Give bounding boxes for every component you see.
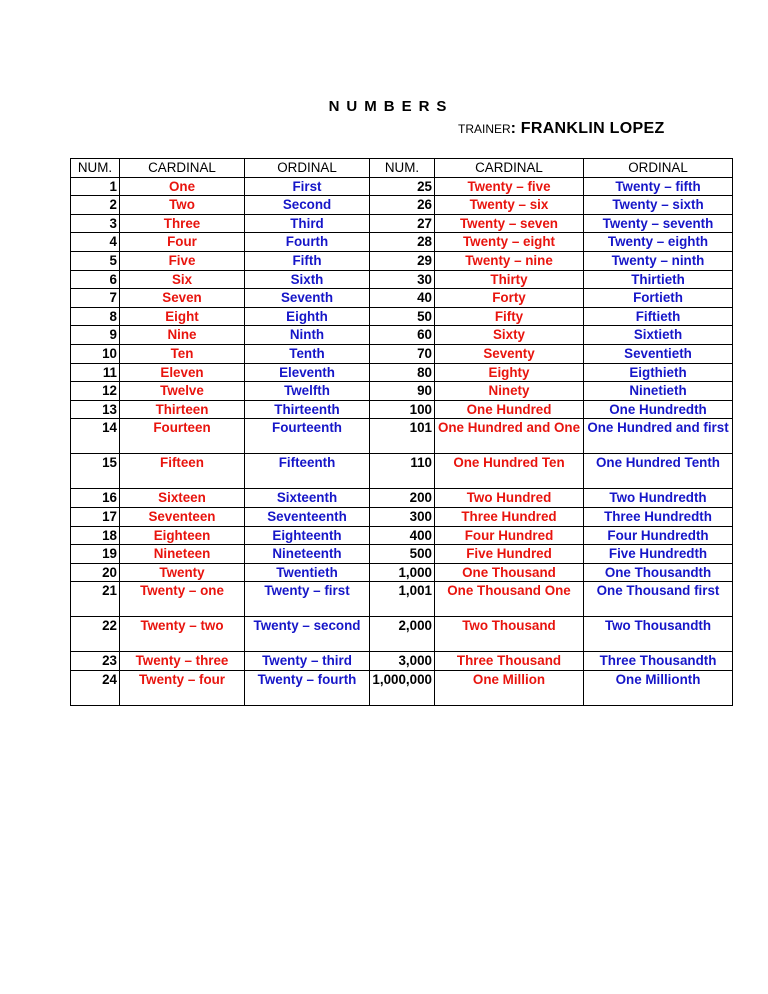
cardinal-cell: Four xyxy=(120,233,245,252)
num-cell: 60 xyxy=(370,326,435,345)
trainer-name: FRANKLIN LOPEZ xyxy=(520,120,665,137)
numbers-table xyxy=(70,158,733,706)
table-row xyxy=(71,489,733,508)
cardinal-cell: Twenty – seven xyxy=(435,214,584,233)
num-cell: 110 xyxy=(370,454,435,489)
table-row xyxy=(71,670,733,705)
table-row xyxy=(71,563,733,582)
num-cell: 10 xyxy=(71,344,120,363)
cardinal-cell: One Hundred Ten xyxy=(435,454,584,489)
cardinal-cell: Seventeen xyxy=(120,507,245,526)
cardinal-cell: Sixty xyxy=(435,326,584,345)
ordinal-cell: One Thousandth xyxy=(584,563,733,582)
num-cell: 4 xyxy=(71,233,120,252)
ordinal-cell: Three Hundredth xyxy=(584,507,733,526)
num-cell: 18 xyxy=(71,526,120,545)
num-cell: 9 xyxy=(71,326,120,345)
ordinal-cell: Eighteenth xyxy=(245,526,370,545)
header-row xyxy=(71,159,733,178)
table-row xyxy=(71,419,733,454)
ordinal-cell: Fifteenth xyxy=(245,454,370,489)
cardinal-cell: Twenty – two xyxy=(120,617,245,652)
ordinal-cell: Third xyxy=(245,214,370,233)
num-cell: 11 xyxy=(71,363,120,382)
cardinal-cell: Three Hundred xyxy=(435,507,584,526)
num-cell: 19 xyxy=(71,545,120,564)
ordinal-cell: Twenty – first xyxy=(245,582,370,617)
num-cell: 21 xyxy=(71,582,120,617)
num-cell: 1,000,000 xyxy=(370,670,435,705)
cardinal-cell: Twenty – five xyxy=(435,177,584,196)
cardinal-cell: Nine xyxy=(120,326,245,345)
num-cell: 29 xyxy=(370,251,435,270)
table-row xyxy=(71,233,733,252)
ordinal-cell: One Hundred and first xyxy=(584,419,733,454)
ordinal-cell: Tenth xyxy=(245,344,370,363)
ordinal-cell: Twenty – seventh xyxy=(584,214,733,233)
num-cell: 70 xyxy=(370,344,435,363)
num-cell: 27 xyxy=(370,214,435,233)
cardinal-cell: Seventy xyxy=(435,344,584,363)
ordinal-cell: Twenty – ninth xyxy=(584,251,733,270)
ordinal-cell: One Hundred Tenth xyxy=(584,454,733,489)
ordinal-cell: Two Hundredth xyxy=(584,489,733,508)
cardinal-cell: Nineteen xyxy=(120,545,245,564)
ordinal-cell: Twenty – sixth xyxy=(584,196,733,215)
table-row xyxy=(71,652,733,671)
header-ordinal-2: ORDINAL xyxy=(584,159,733,178)
header-cardinal-2: CARDINAL xyxy=(435,159,584,178)
ordinal-cell: Fourth xyxy=(245,233,370,252)
num-cell: 22 xyxy=(71,617,120,652)
num-cell: 25 xyxy=(370,177,435,196)
ordinal-cell: Eleventh xyxy=(245,363,370,382)
cardinal-cell: Fourteen xyxy=(120,419,245,454)
ordinal-cell: Fortieth xyxy=(584,289,733,308)
header-num-2: NUM. xyxy=(370,159,435,178)
num-cell: 6 xyxy=(71,270,120,289)
num-cell: 2 xyxy=(71,196,120,215)
ordinal-cell: Ninetieth xyxy=(584,382,733,401)
ordinal-cell: Twenty – fourth xyxy=(245,670,370,705)
num-cell: 1 xyxy=(71,177,120,196)
table-row xyxy=(71,177,733,196)
table-row xyxy=(71,617,733,652)
table-row xyxy=(71,196,733,215)
cardinal-cell: Twenty – four xyxy=(120,670,245,705)
header-ordinal-1: ORDINAL xyxy=(245,159,370,178)
ordinal-cell: Sixtieth xyxy=(584,326,733,345)
cardinal-cell: One Hundred and One xyxy=(435,419,584,454)
num-cell: 1,000 xyxy=(370,563,435,582)
table-row xyxy=(71,326,733,345)
table-row xyxy=(71,507,733,526)
ordinal-cell: Twenty – second xyxy=(245,617,370,652)
ordinal-cell: Seventeenth xyxy=(245,507,370,526)
ordinal-cell: Five Hundredth xyxy=(584,545,733,564)
cardinal-cell: Eighteen xyxy=(120,526,245,545)
cardinal-cell: Six xyxy=(120,270,245,289)
ordinal-cell: Sixteenth xyxy=(245,489,370,508)
num-cell: 8 xyxy=(71,307,120,326)
ordinal-cell: Thirtieth xyxy=(584,270,733,289)
cardinal-cell: Twenty – six xyxy=(435,196,584,215)
ordinal-cell: One Millionth xyxy=(584,670,733,705)
num-cell: 13 xyxy=(71,400,120,419)
cardinal-cell: Sixteen xyxy=(120,489,245,508)
cardinal-cell: Eleven xyxy=(120,363,245,382)
header-num-1: NUM. xyxy=(71,159,120,178)
ordinal-cell: Eigthieth xyxy=(584,363,733,382)
table-row xyxy=(71,454,733,489)
num-cell: 30 xyxy=(370,270,435,289)
num-cell: 101 xyxy=(370,419,435,454)
cardinal-cell: Twenty xyxy=(120,563,245,582)
ordinal-cell: Thirteenth xyxy=(245,400,370,419)
table-row xyxy=(71,400,733,419)
num-cell: 12 xyxy=(71,382,120,401)
cardinal-cell: Two Hundred xyxy=(435,489,584,508)
table-row xyxy=(71,214,733,233)
cardinal-cell: Two xyxy=(120,196,245,215)
num-cell: 2,000 xyxy=(370,617,435,652)
ordinal-cell: Eighth xyxy=(245,307,370,326)
cardinal-cell: Eight xyxy=(120,307,245,326)
num-cell: 100 xyxy=(370,400,435,419)
table-row xyxy=(71,526,733,545)
cardinal-cell: One Hundred xyxy=(435,400,584,419)
ordinal-cell: Two Thousandth xyxy=(584,617,733,652)
cardinal-cell: Four Hundred xyxy=(435,526,584,545)
num-cell: 400 xyxy=(370,526,435,545)
ordinal-cell: One Hundredth xyxy=(584,400,733,419)
ordinal-cell: Four Hundredth xyxy=(584,526,733,545)
table-row xyxy=(71,382,733,401)
cardinal-cell: Eighty xyxy=(435,363,584,382)
ordinal-cell: Fiftieth xyxy=(584,307,733,326)
cardinal-cell: Twenty – one xyxy=(120,582,245,617)
cardinal-cell: Three xyxy=(120,214,245,233)
ordinal-cell: Seventh xyxy=(245,289,370,308)
cardinal-cell: Ninety xyxy=(435,382,584,401)
cardinal-cell: Thirty xyxy=(435,270,584,289)
num-cell: 90 xyxy=(370,382,435,401)
table-row xyxy=(71,344,733,363)
num-cell: 300 xyxy=(370,507,435,526)
cardinal-cell: Ten xyxy=(120,344,245,363)
num-cell: 3,000 xyxy=(370,652,435,671)
num-cell: 20 xyxy=(71,563,120,582)
num-cell: 24 xyxy=(71,670,120,705)
cardinal-cell: Twenty – three xyxy=(120,652,245,671)
ordinal-cell: Sixth xyxy=(245,270,370,289)
ordinal-cell: Ninth xyxy=(245,326,370,345)
ordinal-cell: First xyxy=(245,177,370,196)
cardinal-cell: Twenty – nine xyxy=(435,251,584,270)
cardinal-cell: Two Thousand xyxy=(435,617,584,652)
num-cell: 40 xyxy=(370,289,435,308)
cardinal-cell: One Thousand One xyxy=(435,582,584,617)
ordinal-cell: Twenty – third xyxy=(245,652,370,671)
table-row xyxy=(71,363,733,382)
num-cell: 23 xyxy=(71,652,120,671)
ordinal-cell: Three Thousandth xyxy=(584,652,733,671)
trainer-line xyxy=(458,120,665,138)
num-cell: 28 xyxy=(370,233,435,252)
num-cell: 14 xyxy=(71,419,120,454)
num-cell: 1,001 xyxy=(370,582,435,617)
trainer-separator: : xyxy=(510,120,517,137)
ordinal-cell: Fourteenth xyxy=(245,419,370,454)
num-cell: 5 xyxy=(71,251,120,270)
num-cell: 16 xyxy=(71,489,120,508)
cardinal-cell: One Thousand xyxy=(435,563,584,582)
cardinal-cell: Forty xyxy=(435,289,584,308)
num-cell: 17 xyxy=(71,507,120,526)
num-cell: 200 xyxy=(370,489,435,508)
table-row xyxy=(71,545,733,564)
table-row xyxy=(71,289,733,308)
table-row xyxy=(71,582,733,617)
num-cell: 15 xyxy=(71,454,120,489)
num-cell: 80 xyxy=(370,363,435,382)
cardinal-cell: Thirteen xyxy=(120,400,245,419)
num-cell: 50 xyxy=(370,307,435,326)
num-cell: 26 xyxy=(370,196,435,215)
ordinal-cell: Twentieth xyxy=(245,563,370,582)
ordinal-cell: Twenty – eighth xyxy=(584,233,733,252)
cardinal-cell: Fifteen xyxy=(120,454,245,489)
cardinal-cell: Five xyxy=(120,251,245,270)
table-row xyxy=(71,270,733,289)
cardinal-cell: One xyxy=(120,177,245,196)
ordinal-cell: Fifth xyxy=(245,251,370,270)
table-row xyxy=(71,251,733,270)
cardinal-cell: Five Hundred xyxy=(435,545,584,564)
ordinal-cell: Second xyxy=(245,196,370,215)
cardinal-cell: Twelve xyxy=(120,382,245,401)
header-cardinal-1: CARDINAL xyxy=(120,159,245,178)
table-row xyxy=(71,307,733,326)
ordinal-cell: One Thousand first xyxy=(584,582,733,617)
num-cell: 500 xyxy=(370,545,435,564)
num-cell: 7 xyxy=(71,289,120,308)
ordinal-cell: Twelfth xyxy=(245,382,370,401)
ordinal-cell: Seventieth xyxy=(584,344,733,363)
ordinal-cell: Twenty – fifth xyxy=(584,177,733,196)
cardinal-cell: Three Thousand xyxy=(435,652,584,671)
cardinal-cell: Fifty xyxy=(435,307,584,326)
num-cell: 3 xyxy=(71,214,120,233)
cardinal-cell: Twenty – eight xyxy=(435,233,584,252)
ordinal-cell: Nineteenth xyxy=(245,545,370,564)
page-title: NUMBERS xyxy=(328,98,454,115)
cardinal-cell: One Million xyxy=(435,670,584,705)
trainer-label: TRAINER xyxy=(458,122,511,136)
cardinal-cell: Seven xyxy=(120,289,245,308)
